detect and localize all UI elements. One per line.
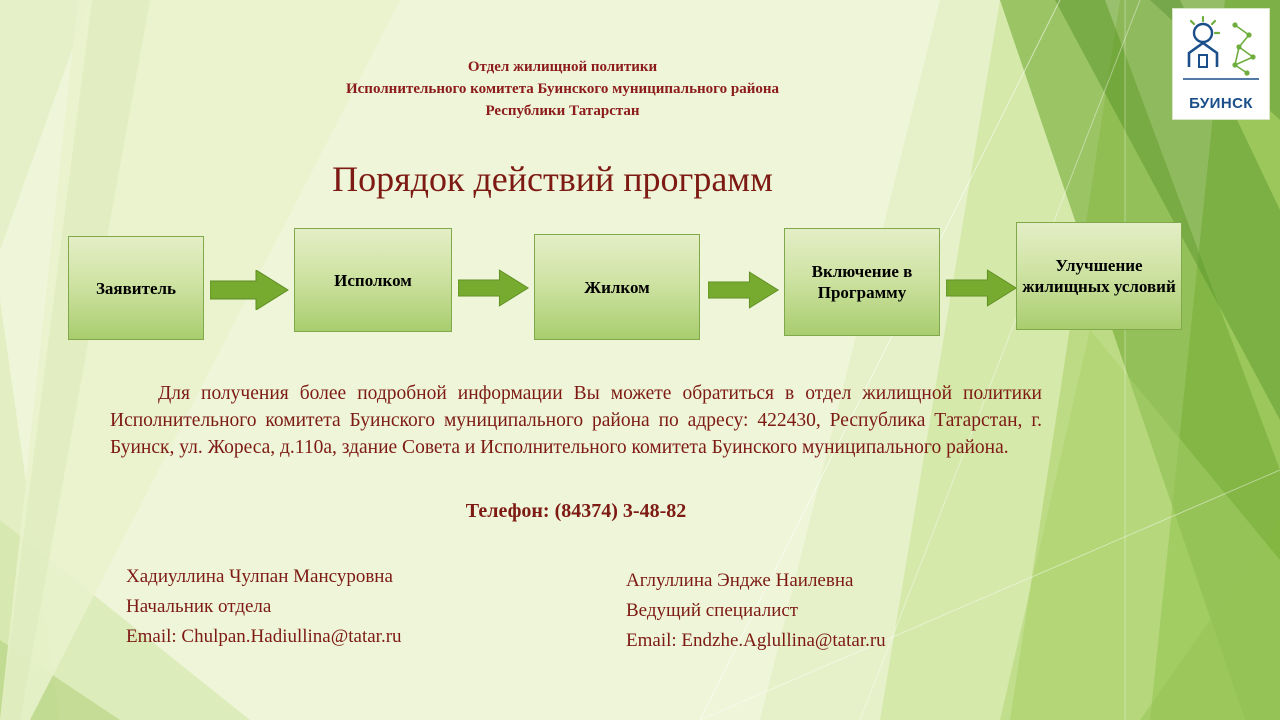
phone-line: Телефон: (84374) 3-48-82 bbox=[465, 500, 687, 522]
flow-node-3-label: Жилком bbox=[584, 277, 650, 297]
flow-node-4-label: Включение в Программу bbox=[811, 262, 913, 302]
contact-1-name: Хадиуллина Чулпан Мансуровна bbox=[126, 566, 393, 587]
contact-1-email[interactable]: Email: Chulpan.Hadiullina@tatar.ru bbox=[126, 626, 402, 647]
logo-label: БУИНСК bbox=[1189, 95, 1253, 112]
header-line-3: Республики Татарстан bbox=[485, 103, 640, 119]
buinsk-emblem-icon bbox=[1173, 9, 1269, 101]
contact-card-1 bbox=[126, 562, 402, 652]
flow-arrow-3 bbox=[708, 270, 780, 310]
info-paragraph: Для получения более подробной информации Вы можете обратиться в отдел жилищной политики Исполнительного комитета Буинского муниципального района по адресу: 422430, Республика Татарстан, г. Буинск, ул. Жореса, д.110а, здание Совета и Исполнительного комитета Буинского муниципального района. bbox=[110, 383, 1042, 458]
contact-1-position: Начальник отдела bbox=[126, 596, 272, 617]
header-line-2: Исполнительного комитета Буинского муниципального района bbox=[345, 81, 779, 97]
slide-header bbox=[0, 56, 1125, 122]
flow-arrow-1 bbox=[210, 270, 290, 310]
flow-node-5-label: Улучшение жилищных условий bbox=[1022, 256, 1176, 296]
flow-arrow-2 bbox=[458, 268, 530, 308]
page-title: Порядок действий программ bbox=[332, 159, 773, 199]
contact-2-position: Ведущий специалист bbox=[626, 600, 799, 621]
header-line-1: Отдел жилищной политики bbox=[467, 59, 658, 75]
flow-node-1 bbox=[68, 236, 204, 340]
flow-node-2 bbox=[294, 228, 452, 332]
contact-card-2 bbox=[626, 566, 886, 656]
flow-arrow-4 bbox=[946, 268, 1018, 308]
flow-node-3 bbox=[534, 234, 700, 340]
flow-node-1-label: Заявитель bbox=[95, 278, 177, 298]
process-flow-diagram bbox=[68, 228, 1188, 348]
flow-node-2-label: Исполком bbox=[334, 270, 412, 290]
contact-2-email[interactable]: Email: Endzhe.Aglullina@tatar.ru bbox=[626, 630, 886, 651]
flow-node-5 bbox=[1016, 222, 1182, 330]
flow-node-4 bbox=[784, 228, 940, 336]
buinsk-logo bbox=[1172, 8, 1270, 120]
contact-2-name: Аглуллина Эндже Наилевна bbox=[626, 570, 854, 591]
